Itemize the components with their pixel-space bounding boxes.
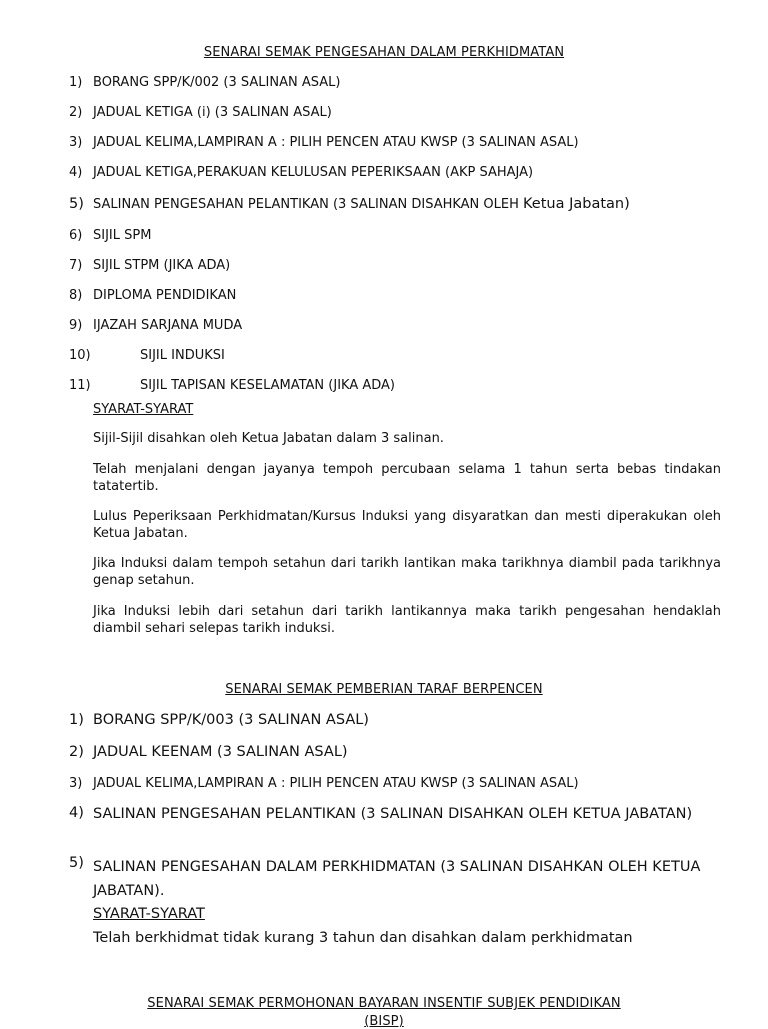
s2-conditions-heading: SYARAT-SYARAT bbox=[93, 906, 205, 922]
s1-list-item-11: 11) SIJIL TAPISAN KESELAMATAN (JIKA ADA) bbox=[69, 378, 395, 393]
s1-list-item-5: 5) SALINAN PENGESAHAN PELANTIKAN (3 SALINAN DISAHKAN OLEH Ketua Jabatan) bbox=[69, 196, 630, 212]
s1-list-item-2: 2) JADUAL KETIGA (i) (3 SALINAN ASAL) bbox=[69, 105, 332, 120]
s1-list-item-10: 10) SIJIL INDUKSI bbox=[69, 348, 225, 363]
s1-conditions-heading: SYARAT-SYARAT bbox=[93, 402, 194, 417]
s2-condition: Telah berkhidmat tidak kurang 3 tahun dan disahkan dalam perkhidmatan bbox=[93, 930, 633, 946]
s2-list-item-1: 1) BORANG SPP/K/003 (3 SALINAN ASAL) bbox=[69, 712, 369, 728]
section1-title: SENARAI SEMAK PENGESAHAN DALAM PERKHIDMATAN bbox=[203, 45, 565, 60]
s1-list-item-9: 9) IJAZAH SARJANA MUDA bbox=[69, 318, 243, 333]
s1-condition-4: Jika Induksi dalam tempoh setahun dari tarikh lantikan maka tarikhnya diambil pada tarikhnya genap setahun. bbox=[93, 556, 721, 588]
s1-condition-5: Jika Induksi lebih dari setahun dari tarikh lantikannya maka tarikh pengesahan hendaklah diambil sehari selepas tarikh induksi. bbox=[93, 604, 721, 636]
s1-condition-1: Sijil-Sijil disahkan oleh Ketua Jabatan dalam 3 salinan. bbox=[93, 431, 444, 446]
s1-list-item-1: 1) BORANG SPP/K/002 (3 SALINAN ASAL) bbox=[69, 75, 341, 90]
s1-list-item-4: 4) JADUAL KETIGA,PERAKUAN KELULUSAN PEPERIKSAAN (AKP SAHAJA) bbox=[69, 165, 534, 180]
s1-list-item-3: 3) JADUAL KELIMA,LAMPIRAN A : PILIH PENCEN ATAU KWSP (3 SALINAN ASAL) bbox=[69, 135, 579, 150]
s2-list-item-3: 3) JADUAL KELIMA,LAMPIRAN A : PILIH PENCEN ATAU KWSP (3 SALINAN ASAL) bbox=[69, 776, 579, 791]
s1-list-item-7: 7) SIJIL STPM (JIKA ADA) bbox=[69, 258, 231, 273]
s2-list-item-2: 2) JADUAL KEENAM (3 SALINAN ASAL) bbox=[69, 744, 348, 760]
section2-title: SENARAI SEMAK PEMBERIAN TARAF BERPENCEN bbox=[225, 682, 543, 697]
s1-condition-2: Telah menjalani dengan jayanya tempoh percubaan selama 1 tahun serta bebas tindakan tatatertib. bbox=[93, 462, 721, 494]
s1-list-item-6: 6) SIJIL SPM bbox=[69, 228, 152, 243]
section3-title: SENARAI SEMAK PERMOHONAN BAYARAN INSENTIF SUBJEK PENDIDIKAN bbox=[147, 996, 621, 1011]
s1-condition-3: Lulus Peperiksaan Perkhidmatan/Kursus Induksi yang disyaratkan dan mesti diperakukan oleh Ketua Jabatan. bbox=[93, 509, 721, 541]
section3-title-line2: (BISP) bbox=[364, 1014, 404, 1029]
s1-list-item-8: 8) DIPLOMA PENDIDIKAN bbox=[69, 288, 237, 303]
document-page: SENARAI SEMAK PENGESAHAN DALAM PERKHIDMATAN 1) BORANG SPP/K/002 (3 SALINAN ASAL) 2) JADUAL KETIGA (i) (3 SALINAN ASAL) 3) JADUAL KELIMA,LAMPIRAN A : PILIH PENCEN ATAU KWSP (3 SALINAN ASAL) 4) JADUAL KETIGA,PERAKUAN KELULUSAN PEPERIKSAAN (AKP SAHAJA) 5) SALINAN PENGESAHAN PELANTIKAN (3 SALINAN DISAHKAN OLEH Ketua Jabatan) 6) SIJIL SPM 7) SIJIL STPM (JIKA ADA) 8) DIPLOMA PENDIDIKAN 9) IJAZAH SARJANA MUDA 10) SIJIL INDUKSI 11) SIJIL TAPISAN KESELAMATAN (JIKA ADA) SYARAT-SYARAT Sijil-Sijil disahkan oleh Ketua Jabatan dalam 3 salinan. Telah menjalani dengan jayanya tempoh percubaan selama 1 tahun serta bebas tindakan tatatertib. Lulus Peperiksaan Perkhidmatan/Kursus Induksi yang disyaratkan dan mesti diperakukan oleh Ketua Jabatan. Jika Induksi dalam tempoh setahun dari tarikh lantikan maka tarikhnya diambil pada tarikhnya genap setahun. Jika Induksi lebih dari setahun dari tarikh lantikannya maka tarikh pengesahan hendaklah diambil sehari selepas tarikh induksi. SENARAI SEMAK PEMBERIAN TARAF BERPENCEN 1) BORANG SPP/K/003 (3 SALINAN ASAL) 2) JADUAL KEENAM (3 SALINAN ASAL) 3) JADUAL KELIMA,LAMPIRAN A : PILIH PENCEN ATAU KWSP (3 SALINAN ASAL) 4) SALINAN PENGESAHAN PELANTIKAN (3 SALINAN DISAHKAN OLEH KETUA JABATAN) 5) SALINAN PENGESAHAN DALAM PERKHIDMATAN (3 SALINAN DISAHKAN OLEH KETUA JABATAN). SYARAT-SYARAT Telah berkhidmat tidak kurang 3 tahun dan disahkan dalam perkhidmatan SENARAI SEMAK PERMOHONAN BAYARAN INSENTIF SUBJEK PENDIDIKAN (BISP) bbox=[0, 0, 768, 1024]
